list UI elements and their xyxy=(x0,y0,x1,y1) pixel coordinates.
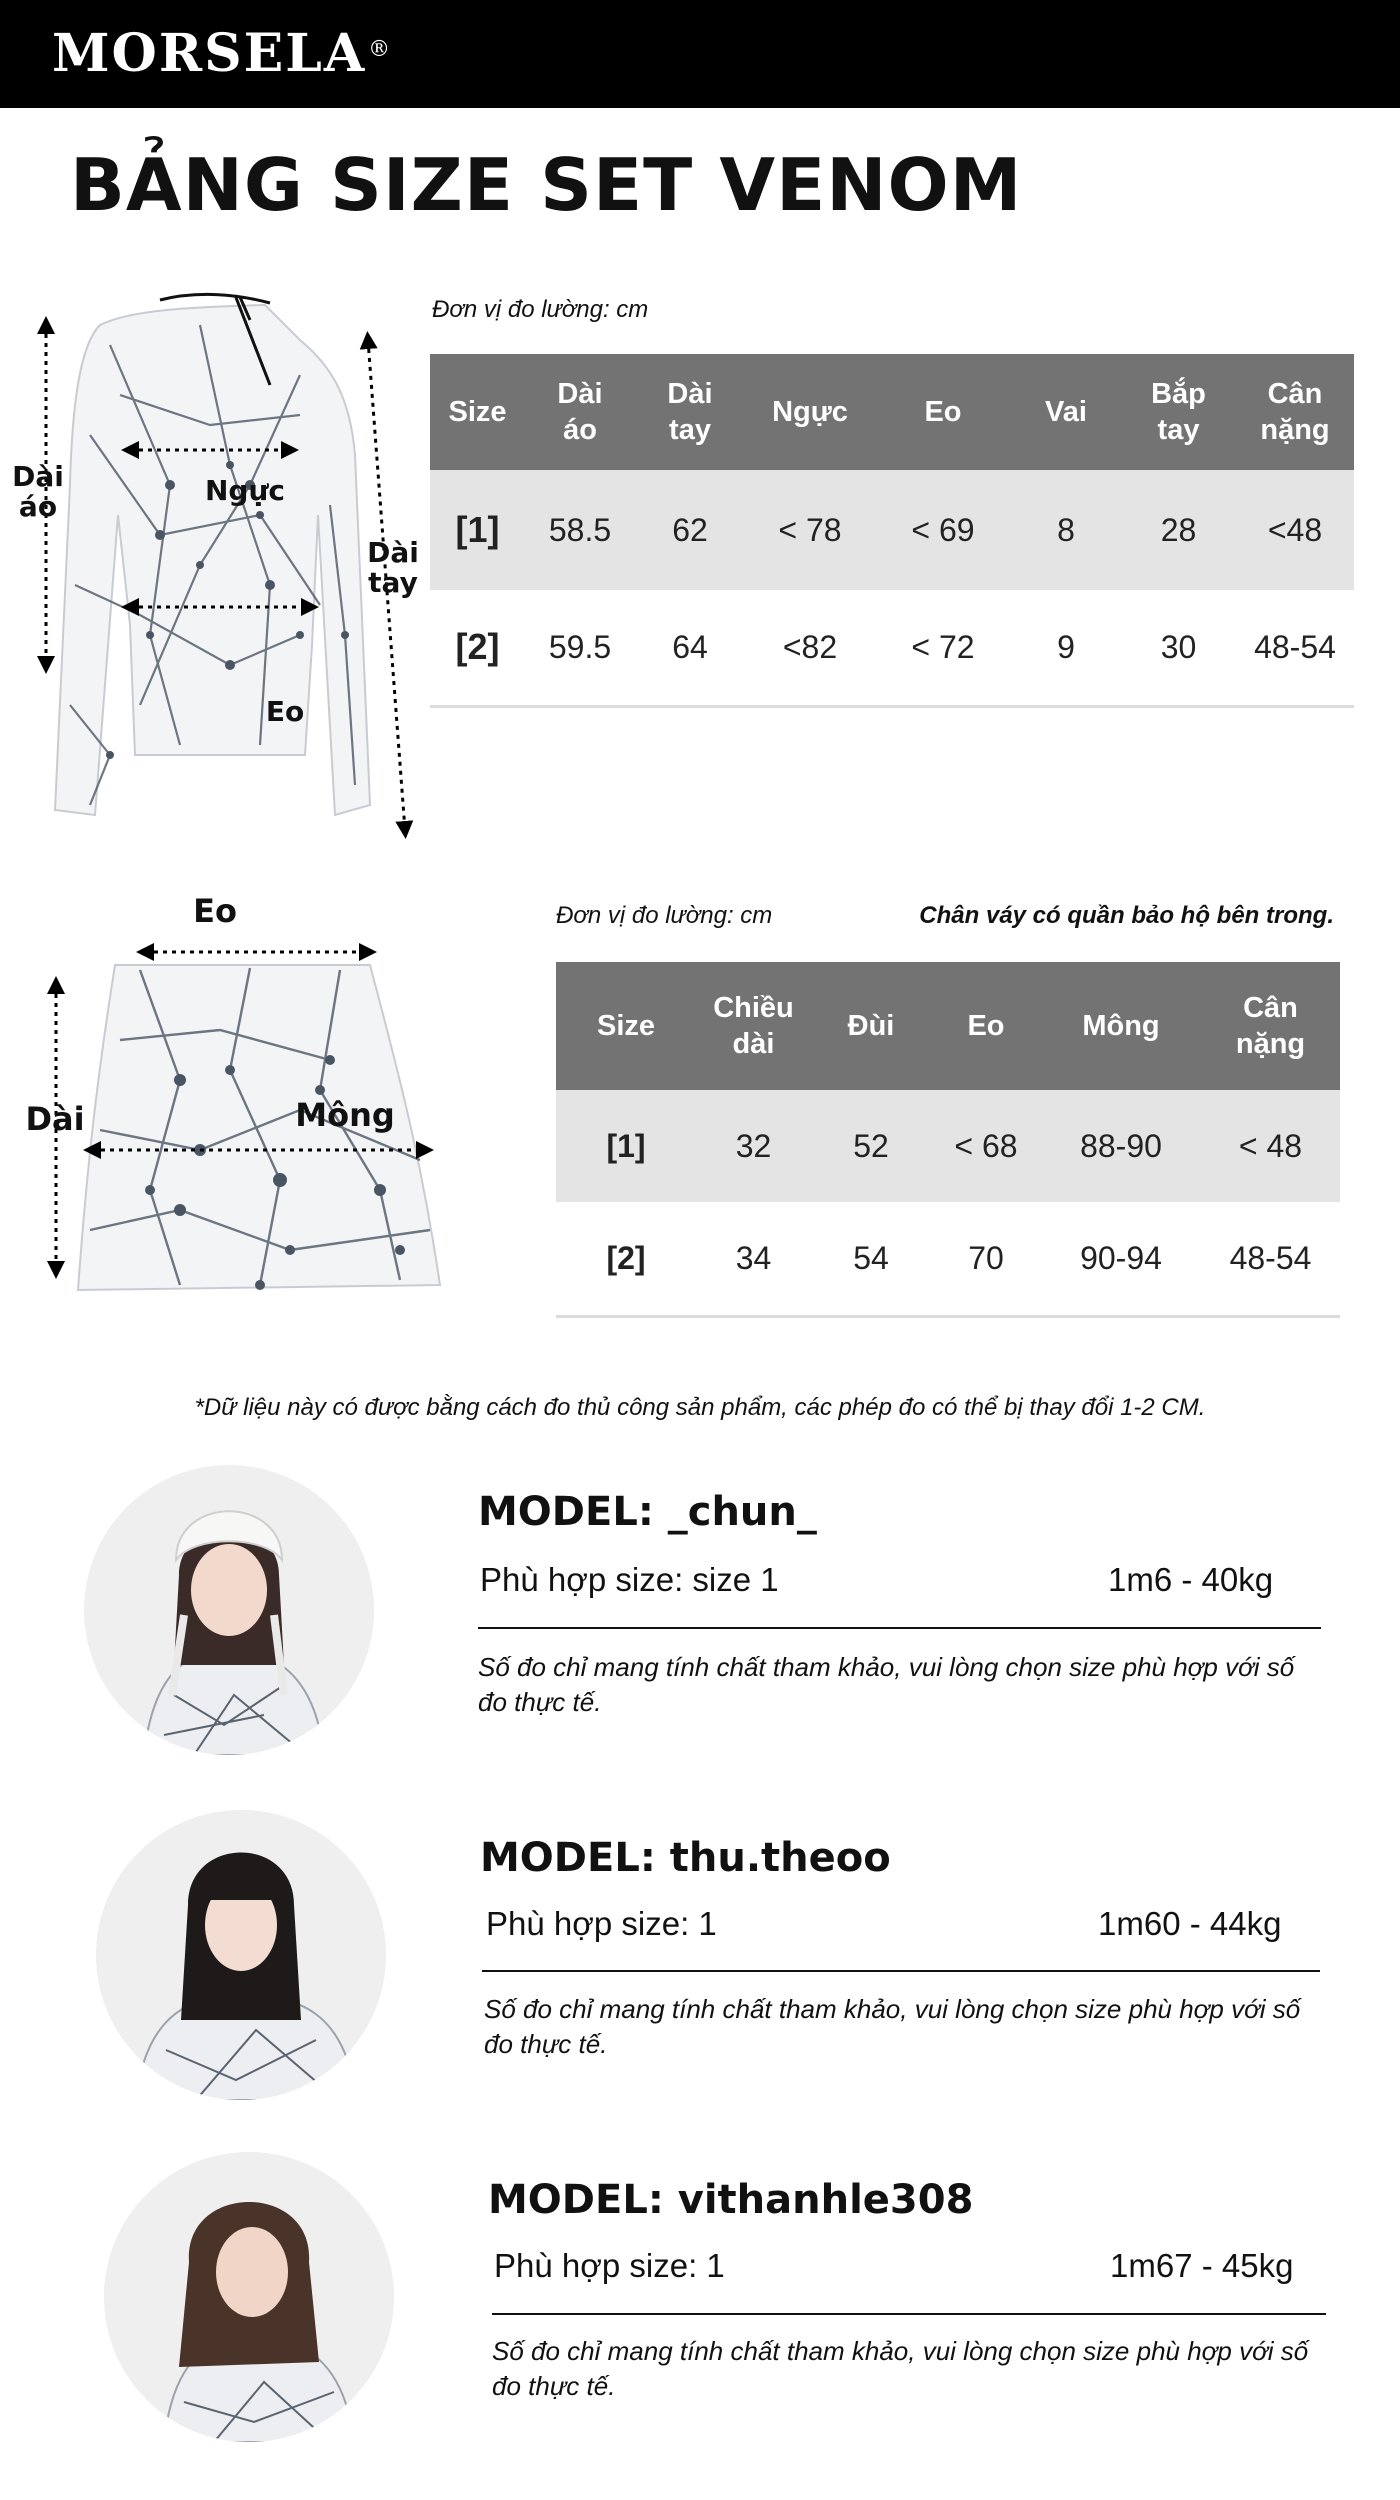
model-avatar xyxy=(84,1465,374,1755)
table-row xyxy=(556,1202,1340,1316)
col-header: Vai xyxy=(1011,354,1121,470)
col-header: Cân nặng xyxy=(1201,962,1340,1090)
divider xyxy=(478,1627,1321,1629)
measurement-footnote: *Dữ liệu này có được bằng cách đo thủ công sản phẩm, các phép đo có thể bị thay đổi 1-2 CM. xyxy=(194,1394,1206,1421)
table-cell: < 72 xyxy=(875,590,1011,706)
table-row xyxy=(430,470,1354,590)
table-cell: 48-54 xyxy=(1236,590,1354,706)
top-size-table xyxy=(430,354,1354,708)
brand-logo: MORSELA® xyxy=(52,23,393,84)
table-cell: 90-94 xyxy=(1041,1202,1201,1316)
skirt-lining-note: Chân váy có quần bảo hộ bên trong. xyxy=(919,902,1334,929)
table-cell: 58.5 xyxy=(525,470,635,590)
skirt-table-header xyxy=(556,962,1340,1090)
top-illustration xyxy=(0,285,420,845)
table-cell: 48-54 xyxy=(1201,1202,1340,1316)
model-avatar xyxy=(104,2152,394,2442)
table-cell: [1] xyxy=(430,470,525,590)
table-cell: 88-90 xyxy=(1041,1090,1201,1202)
waist-label: Eo xyxy=(265,695,305,728)
col-header: Dài tay xyxy=(635,354,745,470)
table-cell: <48 xyxy=(1236,470,1354,590)
model-disclaimer: Số đo chỉ mang tính chất tham khảo, vui lòng chọn size phù hợp với số đo thực tế. xyxy=(492,2336,1309,2401)
model-name: MODEL: _chun_ xyxy=(478,1489,817,1535)
model-name: MODEL: vithanhle308 xyxy=(488,2177,974,2223)
table-row xyxy=(556,1090,1340,1202)
table-cell: [2] xyxy=(430,590,525,706)
col-header: Cân nặng xyxy=(1236,354,1354,470)
col-header: Dài áo xyxy=(525,354,635,470)
table-cell: [2] xyxy=(556,1202,696,1316)
model-disclaimer: Số đo chỉ mang tính chất tham khảo, vui lòng chọn size phù hợp với số đo thực tế. xyxy=(484,1994,1301,2059)
skirt-size-table xyxy=(556,962,1340,1318)
skirt-waist-label: Eo xyxy=(193,892,237,930)
model-height-weight: 1m6 - 40kg xyxy=(1108,1561,1274,1598)
model-height-weight: 1m60 - 44kg xyxy=(1098,1905,1282,1942)
table-cell: 8 xyxy=(1011,470,1121,590)
chest-label: Ngực xyxy=(204,474,285,507)
skirt-unit-note: Đơn vị đo lường: cm xyxy=(556,902,773,929)
col-header: Ngực xyxy=(745,354,875,470)
top-unit-note: Đơn vị đo lường: cm xyxy=(432,296,649,323)
table-cell: < 48 xyxy=(1201,1090,1340,1202)
table-row xyxy=(430,590,1354,706)
table-cell: [1] xyxy=(556,1090,696,1202)
table-cell: <82 xyxy=(745,590,875,706)
col-header: Bắp tay xyxy=(1121,354,1236,470)
top-table-header xyxy=(430,354,1354,470)
table-cell: 30 xyxy=(1121,590,1236,706)
col-header: Đùi xyxy=(811,962,931,1090)
sleeve-label: Dài tay xyxy=(367,536,419,599)
table-cell: 34 xyxy=(696,1202,811,1316)
col-header: Size xyxy=(430,354,525,470)
col-header: Chiều dài xyxy=(696,962,811,1090)
page-title: BẢNG SIZE SET VENOM xyxy=(70,143,1023,227)
table-cell: 62 xyxy=(635,470,745,590)
divider xyxy=(482,1970,1320,1972)
model-avatar xyxy=(96,1810,386,2100)
table-cell: 64 xyxy=(635,590,745,706)
length-label: Dài áo xyxy=(12,460,64,523)
table-cell: 59.5 xyxy=(525,590,635,706)
table-cell: 70 xyxy=(931,1202,1041,1316)
col-header: Mông xyxy=(1041,962,1201,1090)
table-cell: < 78 xyxy=(745,470,875,590)
col-header: Eo xyxy=(875,354,1011,470)
table-cell: < 69 xyxy=(875,470,1011,590)
divider xyxy=(492,2313,1326,2315)
model-height-weight: 1m67 - 45kg xyxy=(1110,2247,1294,2284)
skirt-length-label: Dài xyxy=(25,1100,85,1138)
table-cell: 9 xyxy=(1011,590,1121,706)
model-disclaimer: Số đo chỉ mang tính chất tham khảo, vui lòng chọn size phù hợp với số đo thực tế. xyxy=(478,1652,1295,1717)
model-fit-size: Phù hợp size: size 1 xyxy=(480,1561,779,1598)
model-name: MODEL: thu.theoo xyxy=(480,1835,891,1881)
model-fit-size: Phù hợp size: 1 xyxy=(494,2247,725,2284)
table-cell: 52 xyxy=(811,1090,931,1202)
table-cell: 28 xyxy=(1121,470,1236,590)
top-bar xyxy=(0,0,1400,108)
col-header: Eo xyxy=(931,962,1041,1090)
table-cell: 54 xyxy=(811,1202,931,1316)
model-fit-size: Phù hợp size: 1 xyxy=(486,1905,717,1942)
col-header: Size xyxy=(556,962,696,1090)
skirt-hip-label: Mông xyxy=(295,1096,395,1134)
table-cell: 32 xyxy=(696,1090,811,1202)
table-cell: < 68 xyxy=(931,1090,1041,1202)
